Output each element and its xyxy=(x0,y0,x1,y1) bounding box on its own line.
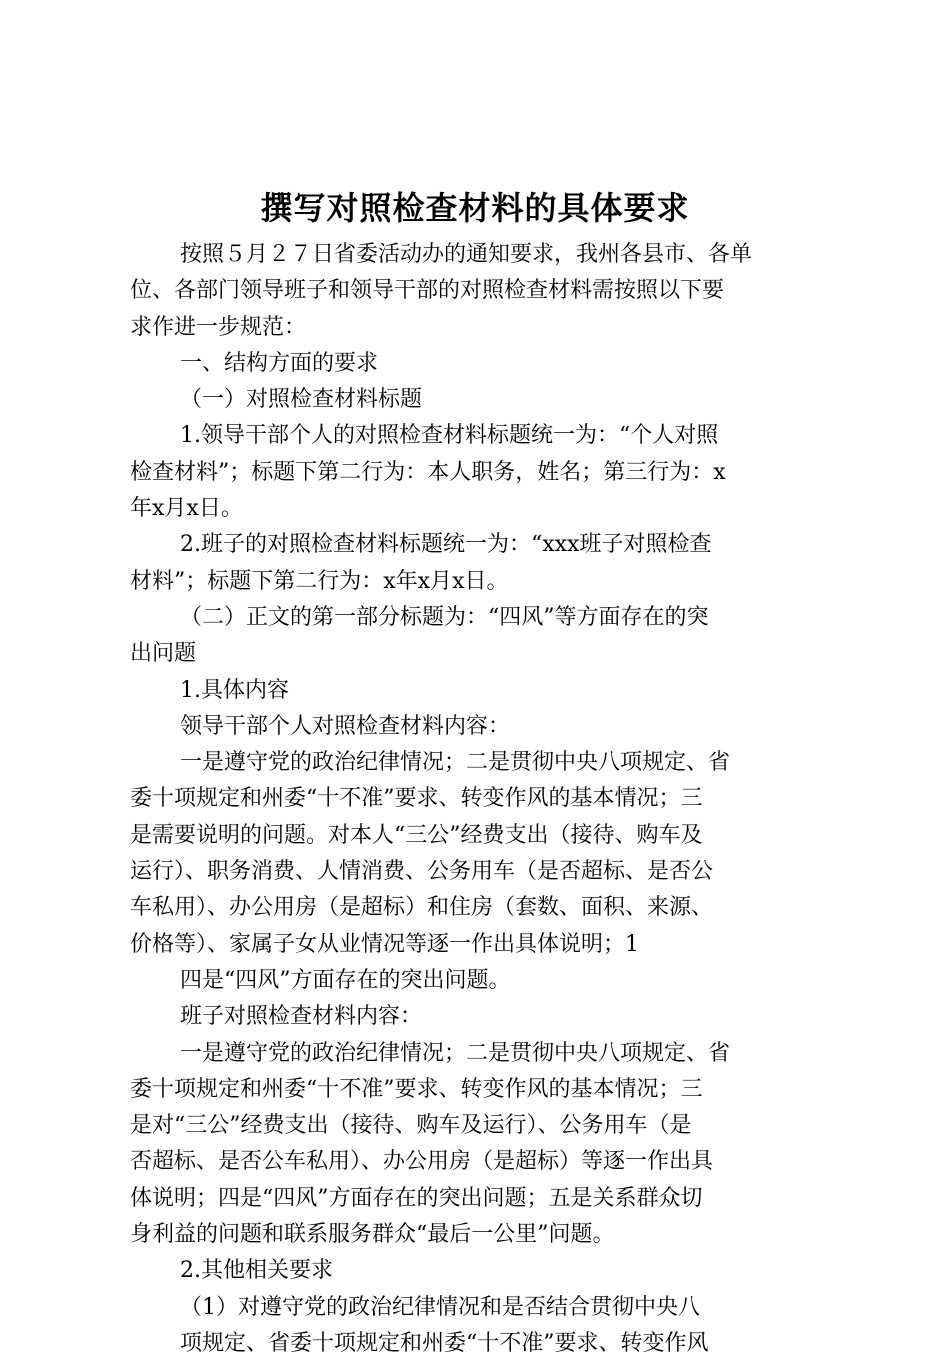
paragraph-line: 一是遵守党的政治纪律情况；二是贯彻中央八项规定、省 xyxy=(180,750,731,776)
item-heading: 1.具体内容 xyxy=(180,677,289,703)
paragraph-line: 价格等）、家属子女从业情况等逐一作出具体说明；1 xyxy=(130,931,639,957)
paragraph-line: 按照５月２７日省委活动办的通知要求，我州各县市、各单 xyxy=(180,242,753,267)
paragraph-line: 是需要说明的问题。对本人“三公”经费支出（接待、购车及 xyxy=(130,822,703,848)
paragraph-line: 年x月x日。 xyxy=(130,496,243,522)
paragraph-line: 出问题 xyxy=(130,641,197,667)
document-body xyxy=(130,237,826,1362)
paragraph-line: 求作进一步规范： xyxy=(130,314,307,340)
subsection-heading: （一）对照检查材料标题 xyxy=(180,387,423,413)
paragraph-line: 运行）、职务消费、人情消费、公务用车（是否超标、是否公 xyxy=(130,859,714,885)
paragraph-line: 领导干部个人对照检查材料内容： xyxy=(180,713,511,739)
paragraph-line: 一是遵守党的政治纪律情况；二是贯彻中央八项规定、省 xyxy=(180,1040,731,1066)
paragraph-line: 委十项规定和州委“十不准”要求、转变作风的基本情况；三 xyxy=(130,1076,703,1102)
document-title: 撰写对照检查材料的具体要求 xyxy=(260,189,690,227)
paragraph-line: 委十项规定和州委“十不准”要求、转变作风的基本情况；三 xyxy=(130,786,703,812)
section-heading: 一、结构方面的要求 xyxy=(180,350,379,376)
paragraph-line: 四是“四风”方面存在的突出问题。 xyxy=(180,967,511,993)
paragraph-line: 车私用）、办公用房（是超标）和住房（套数、面积、来源、 xyxy=(130,895,714,921)
paragraph-line: 班子对照检查材料内容： xyxy=(180,1004,423,1030)
paragraph-line: （1）对遵守党的政治纪律情况和是否结合贯彻中央八 xyxy=(180,1294,700,1320)
paragraph-line: 位、各部门领导班子和领导干部的对照检查材料需按照以下要 xyxy=(130,278,725,304)
paragraph-line: 体说明；四是“四风”方面存在的突出问题；五是关系群众切 xyxy=(130,1185,703,1211)
item-heading: 2.其他相关要求 xyxy=(180,1258,333,1284)
paragraph-line: 身利益的问题和联系服务群众“最后一公里”问题。 xyxy=(130,1222,615,1248)
paragraph-line: 项规定、省委十项规定和州委“十不准”要求、转变作风 xyxy=(180,1330,709,1356)
paragraph-line: 否超标、是否公车私用）、办公用房（是超标）等逐一作出具 xyxy=(130,1149,714,1175)
paragraph-line: 材料”；标题下第二行为：x年x月x日。 xyxy=(130,568,509,594)
subsection-heading: （二）正文的第一部分标题为：“四风”等方面存在的突 xyxy=(180,604,709,630)
paragraph-line: 是对“三公”经费支出（接待、购车及运行）、公务用车（是 xyxy=(130,1113,692,1139)
paragraph-line: 1.领导干部个人的对照检查材料标题统一为：“个人对照 xyxy=(180,423,719,449)
paragraph-line: 检查材料”；标题下第二行为：本人职务，姓名；第三行为：x xyxy=(130,459,726,485)
paragraph-line: 2.班子的对照检查材料标题统一为：“xxx班子对照检查 xyxy=(180,532,712,558)
